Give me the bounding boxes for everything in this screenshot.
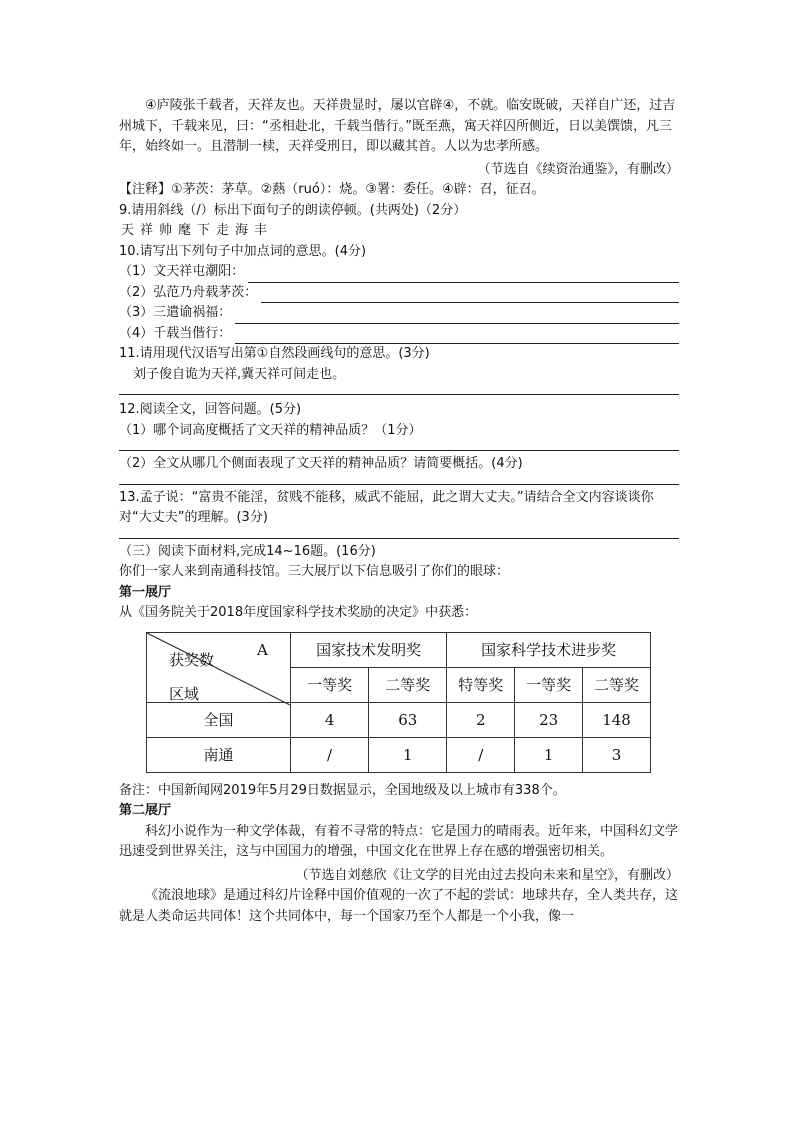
- passage-paragraph: ④庐陵张千载者，天祥友也。天祥贵显时，屡以官辟④，不就。临安既破，天祥自广还，过吉州城下，千载来见，曰：“丞相赴北，千载当偕行。”既至燕，寓天祥囚所侧近，日以美馔馈，凡三年，始终如一。且潜制一椟，天祥受刑日，即以藏其首。人以为忠孝所感。: [119, 98, 676, 154]
- q11-answer-line[interactable]: [119, 394, 679, 395]
- table-row: [147, 737, 651, 772]
- award-table: [146, 632, 651, 773]
- question-11: 11.请用现代汉语写出第①自然段画线句的意思。(3分): [119, 346, 430, 361]
- section3-intro: 你们一家人来到南通科技馆。三大展厅以下信息吸引了你们的眼球：: [119, 564, 510, 579]
- passage-source: （节选自《续资治通鉴》，有删改）: [477, 161, 679, 177]
- q10-item-1: [119, 262, 679, 283]
- cell-value: 23: [515, 702, 583, 737]
- cell-value: 1: [369, 737, 447, 772]
- question-12: 12.阅读全文，回答问题。(5分): [119, 402, 302, 417]
- table-remark: 备注：中国新闻网2019年5月29日数据显示，全国地级及以上城市有338个。: [119, 782, 566, 798]
- hall2-paragraph-2: 《流浪地球》是通过科幻片诠释中国价值观的一次了不起的尝试：地球共存，全人类共存，这就是人类命运共同体！这个共同体中，每一个国家乃至个人都是一个小我，像一: [119, 888, 679, 924]
- hall2-paragraph: 科幻小说作为一种文学体裁，有着不寻常的特点：它是国力的晴雨表。近年来，中国科幻文学迅速受到世界关注，这与中国国力的增强，中国文化在世界上存在感的增强密切相关。: [119, 823, 679, 859]
- q10-answer-2-field[interactable]: [261, 288, 679, 303]
- q12-sub2-answer-line[interactable]: [119, 484, 679, 485]
- q10-item-1-label: （1）文天祥屯潮阳：: [119, 264, 245, 279]
- q10-item-4-label: （4）千载当偕行：: [119, 325, 232, 341]
- subhead-invention-first: 一等奖: [291, 667, 369, 702]
- hall1-intro: 从《国务院关于2018年度国家科学技术奖励的决定》中获悉：: [119, 605, 478, 620]
- subhead-progress-second: 二等奖: [583, 667, 651, 702]
- hall2-title: 第二展厅: [119, 803, 172, 818]
- cell-value: 148: [583, 702, 651, 737]
- q10-item-2-label: （2）弘范乃舟载茅茨：: [119, 284, 258, 300]
- q12-sub1: （1）哪个词高度概括了文天祥的精神品质？（1分）: [119, 422, 422, 438]
- subhead-invention-second: 二等奖: [369, 667, 447, 702]
- hall1-title: 第一展厅: [119, 584, 172, 600]
- q10-item-4: [119, 324, 679, 345]
- table-corner-cell: [147, 632, 291, 702]
- corner-label-count: 获奖数: [169, 650, 215, 669]
- subhead-progress-special: 特等奖: [447, 667, 515, 702]
- row-region: 全国: [147, 702, 291, 737]
- cell-value: 3: [583, 737, 651, 772]
- exam-page: [119, 96, 679, 927]
- cell-value: 2: [447, 702, 515, 737]
- cell-value: /: [291, 737, 369, 772]
- q11-sentence: 刘子俊自诡为天祥,冀天祥可间走也。: [133, 366, 346, 382]
- corner-label-region: 区域: [169, 684, 200, 703]
- cell-value: 63: [369, 702, 447, 737]
- hall2-source: （节选自刘慈欣《让文学的目光由过去投向未来和星空》，有删改）: [295, 867, 679, 883]
- q10-answer-1-field[interactable]: [248, 268, 679, 283]
- q13-answer-line[interactable]: [119, 538, 679, 539]
- header-progress-award: 国家科学技术进步奖: [447, 632, 651, 667]
- q10-answer-4-field[interactable]: [235, 329, 679, 344]
- table-row: [147, 702, 651, 737]
- cell-value: 4: [291, 702, 369, 737]
- cell-value: /: [447, 737, 515, 772]
- q9-sentence: 天祥帅麾下走海丰: [121, 223, 274, 238]
- corner-label-a: A: [257, 640, 268, 659]
- q10-item-2: [119, 283, 679, 304]
- question-10: 10.请写出下列句子中加点词的意思。(4分): [119, 243, 367, 259]
- question-13: 13.孟子说：“富贵不能淫，贫贱不能移，威武不能屈，此之谓大丈夫。”请结合全文内容谈谈你对“大丈夫”的理解。(3分): [119, 489, 654, 525]
- question-9: 9.请用斜线（/）标出下面句子的朗读停顿。(共两处)（2分）: [119, 202, 467, 218]
- header-invention-award: 国家技术发明奖: [291, 632, 447, 667]
- q12-sub2: （2）全文从哪几个侧面表现了文天祥的精神品质？请简要概括。(4分): [119, 456, 523, 471]
- q12-sub1-answer-line[interactable]: [119, 450, 679, 451]
- q10-item-3-label: （3）三遣谕祸福：: [119, 305, 232, 320]
- section3-heading: （三）阅读下面材料,完成14~16题。(16分): [119, 543, 376, 559]
- row-region: 南通: [147, 737, 291, 772]
- q10-item-3: [119, 303, 679, 324]
- q10-answer-3-field[interactable]: [235, 309, 679, 324]
- cell-value: 1: [515, 737, 583, 772]
- passage-notes: 【注释】①茅茨：茅草。②爇（ruó）：烧。③署：委任。④辟：召，征召。: [119, 182, 545, 197]
- subhead-progress-first: 一等奖: [515, 667, 583, 702]
